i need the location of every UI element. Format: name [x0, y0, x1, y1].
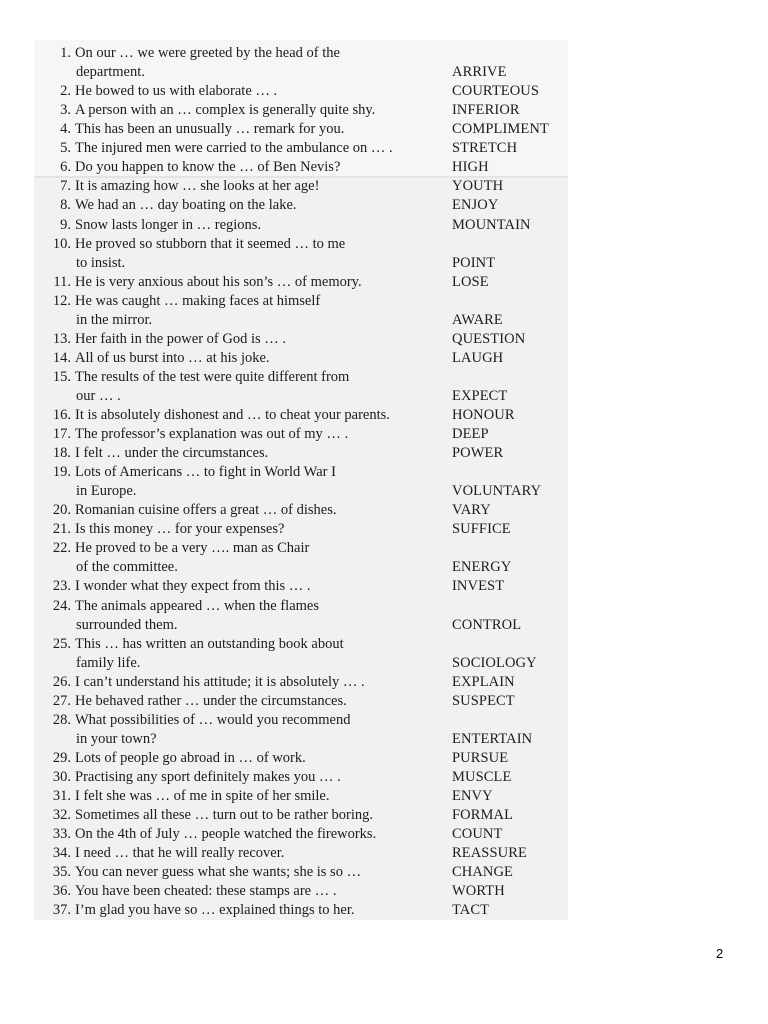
- list-item: [0, 844, 768, 863]
- item-number: 6.: [60, 159, 71, 176]
- list-item: [0, 368, 768, 387]
- list-item: [0, 825, 768, 844]
- item-number: 25.: [52, 635, 71, 652]
- list-item: [0, 349, 768, 368]
- item-number: 29.: [52, 749, 71, 766]
- list-item: [0, 44, 768, 63]
- item-sentence: He proved so stubborn that it seemed … to me: [75, 235, 346, 252]
- item-number: 34.: [52, 845, 71, 862]
- list-item: [0, 330, 768, 349]
- list-item: [0, 692, 768, 711]
- item-number: 2.: [60, 83, 71, 100]
- item-number: 31.: [52, 788, 71, 804]
- item-number: 27.: [52, 692, 71, 709]
- item-sentence: We had an … day boating on the lake.: [75, 197, 297, 214]
- item-sentence: The animals appeared … when the flames: [75, 597, 319, 614]
- item-root-word: COMPLIMENT: [452, 121, 549, 138]
- item-number: 15.: [52, 368, 71, 385]
- list-item: [0, 254, 768, 273]
- list-item: [0, 311, 768, 330]
- item-sentence: Is this money … for your expenses?: [75, 521, 285, 538]
- list-item: [0, 616, 768, 635]
- item-sentence: department.: [76, 64, 145, 80]
- item-number: 16.: [52, 406, 71, 423]
- list-item: [0, 120, 768, 139]
- item-root-word: CHANGE: [452, 864, 514, 881]
- list-item: [0, 425, 768, 444]
- item-sentence: The professor’s explanation was out of my … .: [75, 426, 349, 442]
- item-number: 10.: [52, 235, 71, 252]
- item-root-word: YOUTH: [452, 178, 504, 195]
- item-sentence: It is absolutely dishonest and … to cheat your parents.: [75, 406, 390, 423]
- item-root-word: LAUGH: [452, 349, 504, 366]
- list-item: [0, 863, 768, 882]
- item-number: 20.: [52, 502, 71, 519]
- item-number: 8.: [60, 197, 71, 214]
- item-sentence: A person with an … complex is generally quite shy.: [75, 102, 376, 119]
- item-number: 12.: [52, 292, 71, 309]
- item-number: 17.: [52, 426, 71, 442]
- item-sentence: Sometimes all these … turn out to be rather boring.: [75, 807, 373, 823]
- item-sentence: He bowed to us with elaborate … .: [75, 83, 278, 100]
- item-root-word: POWER: [452, 445, 504, 462]
- item-sentence: Lots of Americans … to fight in World War I: [75, 464, 336, 481]
- item-root-word: COUNT: [452, 826, 503, 843]
- item-sentence: Do you happen to know the … of Ben Nevis?: [75, 159, 341, 176]
- list-item: [0, 654, 768, 673]
- item-root-word: ENVY: [452, 788, 493, 804]
- list-item: [0, 444, 768, 463]
- item-number: 19.: [52, 464, 71, 481]
- list-item: [0, 463, 768, 482]
- list-item: [0, 482, 768, 501]
- item-root-word: POINT: [452, 254, 496, 271]
- list-item: [0, 158, 768, 177]
- item-sentence: Romanian cuisine offers a great … of dishes.: [75, 502, 337, 519]
- list-item: [0, 235, 768, 254]
- item-root-word: STRETCH: [452, 140, 518, 157]
- item-number: 14.: [52, 349, 71, 366]
- item-number: 7.: [60, 178, 71, 195]
- item-root-word: REASSURE: [452, 845, 527, 862]
- item-root-word: SUFFICE: [452, 521, 511, 538]
- item-sentence: He was caught … making faces at himself: [75, 292, 321, 309]
- item-sentence: What possibilities of … would you recommend: [75, 711, 351, 728]
- list-item: [0, 273, 768, 292]
- list-item: [0, 806, 768, 825]
- list-item: [0, 292, 768, 311]
- item-number: 5.: [60, 140, 71, 157]
- item-sentence: surrounded them.: [76, 616, 178, 633]
- item-sentence: Lots of people go abroad in … of work.: [75, 749, 306, 766]
- item-sentence: I felt … under the circumstances.: [75, 445, 269, 462]
- item-sentence: I can’t understand his attitude; it is absolutely … .: [75, 673, 365, 690]
- item-root-word: ENERGY: [452, 559, 512, 576]
- item-root-word: AWARE: [452, 311, 503, 328]
- item-number: 37.: [52, 902, 71, 919]
- item-root-word: ENJOY: [452, 197, 499, 214]
- list-item: [0, 501, 768, 520]
- item-sentence: He is very anxious about his son’s … of memory.: [75, 273, 362, 290]
- item-sentence: Snow lasts longer in … regions.: [75, 216, 262, 233]
- item-root-word: VARY: [452, 502, 491, 519]
- item-root-word: INFERIOR: [452, 102, 520, 119]
- item-number: 21.: [52, 521, 71, 538]
- item-number: 32.: [52, 807, 71, 823]
- item-sentence: Her faith in the power of God is … .: [75, 330, 287, 347]
- item-root-word: EXPECT: [452, 387, 508, 404]
- item-sentence: family life.: [76, 654, 141, 671]
- item-sentence: All of us burst into … at his joke.: [75, 349, 270, 366]
- list-item: [0, 558, 768, 577]
- list-item: [0, 768, 768, 787]
- item-sentence: in Europe.: [76, 483, 137, 500]
- list-item: [0, 139, 768, 158]
- item-sentence: of the committee.: [76, 559, 178, 576]
- item-number: 24.: [52, 597, 71, 614]
- item-number: 22.: [52, 540, 71, 557]
- item-sentence: I’m glad you have so … explained things to her.: [75, 902, 355, 919]
- item-sentence: I felt she was … of me in spite of her smile.: [75, 788, 330, 804]
- list-item: [0, 406, 768, 425]
- item-sentence: in your town?: [76, 730, 157, 747]
- item-number: 36.: [52, 883, 71, 900]
- item-root-word: FORMAL: [452, 807, 514, 823]
- list-item: [0, 539, 768, 558]
- list-item: [0, 730, 768, 749]
- item-sentence: On our … we were greeted by the head of the: [75, 45, 340, 61]
- item-sentence: Practising any sport definitely makes you … .: [75, 768, 341, 785]
- item-root-word: ARRIVE: [452, 64, 507, 80]
- item-root-word: SOCIOLOGY: [452, 654, 537, 671]
- item-sentence: The injured men were carried to the ambulance on … .: [75, 140, 393, 157]
- list-item: [0, 82, 768, 101]
- item-sentence: in the mirror.: [76, 311, 153, 328]
- list-item: [0, 711, 768, 730]
- list-item: [0, 901, 768, 920]
- item-sentence: You can never guess what she wants; she is so …: [75, 864, 362, 881]
- list-item: [0, 387, 768, 406]
- item-sentence: It is amazing how … she looks at her age!: [75, 178, 320, 195]
- item-root-word: VOLUNTARY: [452, 483, 542, 500]
- item-root-word: CONTROL: [452, 616, 522, 633]
- item-root-word: LOSE: [452, 273, 489, 290]
- item-number: 30.: [52, 768, 71, 785]
- item-root-word: MUSCLE: [452, 768, 512, 785]
- item-root-word: WORTH: [452, 883, 505, 900]
- list-item: [0, 749, 768, 768]
- list-item: [0, 597, 768, 616]
- item-sentence: The results of the test were quite different from: [75, 368, 350, 385]
- item-number: 18.: [52, 445, 71, 462]
- item-sentence: This has been an unusually … remark for you.: [75, 121, 345, 138]
- item-sentence: He behaved rather … under the circumstances.: [75, 692, 347, 709]
- item-sentence: On the 4th of July … people watched the fireworks.: [75, 826, 377, 843]
- item-number: 13.: [52, 330, 71, 347]
- item-root-word: TACT: [452, 902, 490, 919]
- item-sentence: I need … that he will really recover.: [75, 845, 285, 862]
- item-root-word: QUESTION: [452, 330, 526, 347]
- item-number: 28.: [52, 711, 71, 728]
- item-sentence: This … has written an outstanding book about: [75, 635, 344, 652]
- item-number: 23.: [52, 578, 71, 595]
- item-root-word: DEEP: [452, 426, 489, 442]
- item-root-word: MOUNTAIN: [452, 216, 531, 233]
- item-root-word: PURSUE: [452, 749, 509, 766]
- item-number: 4.: [60, 121, 71, 138]
- item-sentence: our … .: [76, 387, 121, 404]
- page-number: 2: [716, 946, 724, 961]
- item-number: 11.: [53, 273, 71, 290]
- item-sentence: You have been cheated: these stamps are … .: [75, 883, 337, 900]
- list-item: [0, 635, 768, 654]
- item-sentence: I wonder what they expect from this … .: [75, 578, 311, 595]
- list-item: [0, 787, 768, 806]
- list-item: [0, 577, 768, 596]
- item-root-word: HIGH: [452, 159, 489, 176]
- item-number: 3.: [60, 102, 71, 119]
- item-sentence: He proved to be a very …. man as Chair: [75, 540, 310, 557]
- list-item: [0, 216, 768, 235]
- list-item: [0, 63, 768, 82]
- list-item: [0, 882, 768, 901]
- item-number: 1.: [60, 45, 71, 61]
- item-number: 33.: [52, 826, 71, 843]
- list-item: [0, 520, 768, 539]
- list-item: [0, 177, 768, 196]
- item-number: 26.: [52, 673, 71, 690]
- item-root-word: INVEST: [452, 578, 505, 595]
- item-root-word: SUSPECT: [452, 692, 515, 709]
- list-item: [0, 673, 768, 692]
- item-root-word: COURTEOUS: [452, 83, 540, 100]
- item-root-word: HONOUR: [452, 406, 515, 423]
- item-number: 9.: [60, 216, 71, 233]
- item-sentence: to insist.: [76, 254, 126, 271]
- list-item: [0, 196, 768, 215]
- item-root-word: EXPLAIN: [452, 673, 515, 690]
- item-number: 35.: [52, 864, 71, 881]
- item-root-word: ENTERTAIN: [452, 730, 533, 747]
- list-item: [0, 101, 768, 120]
